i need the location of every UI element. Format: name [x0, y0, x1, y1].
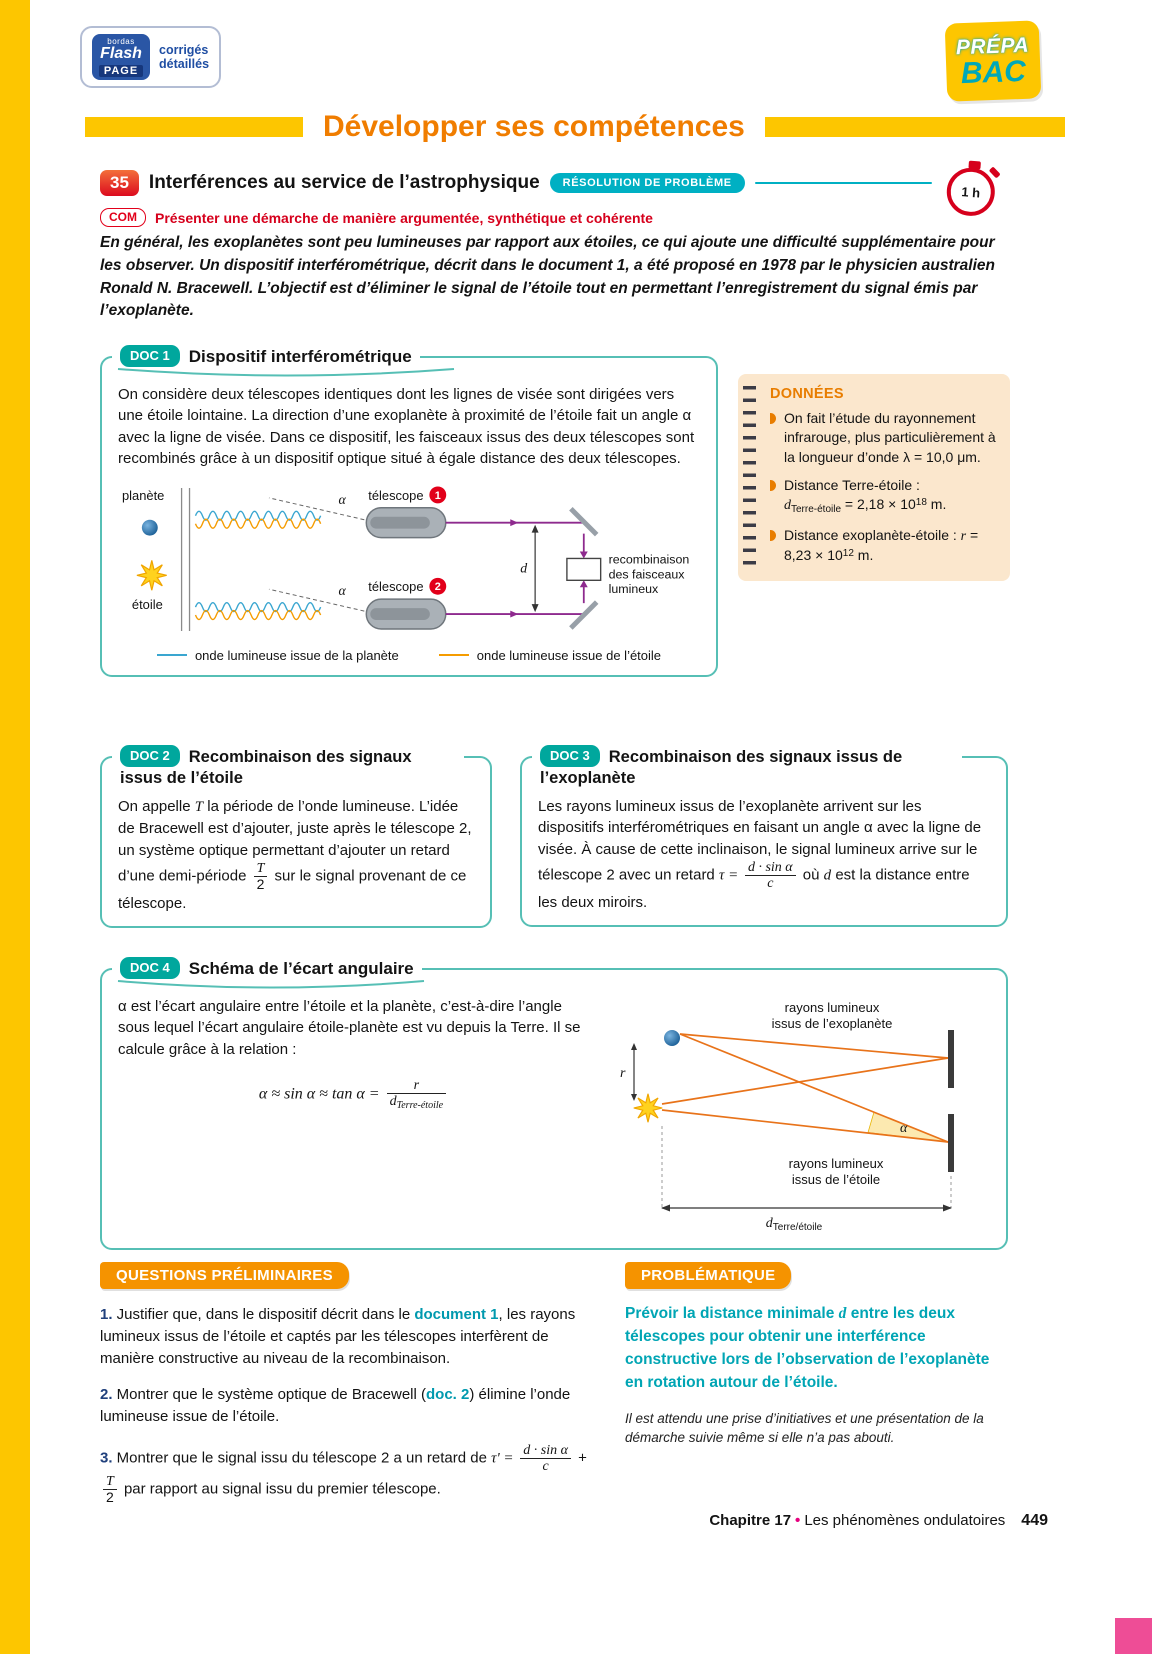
- question-1: 1. Justifier que, dans le dispositif décrit dans le document 1, les rayons lumineux issus de l’étoile et captés par les télescopes interfèrent de manière constructive au niveau de la recombinaison.: [100, 1306, 576, 1367]
- problematique-section: [625, 1262, 1011, 1462]
- doc4-box: [100, 959, 1008, 1250]
- alpha-label-2: α: [338, 583, 346, 599]
- svg-text:recombinaison: recombinaison: [608, 552, 690, 567]
- exercise-header: [100, 170, 932, 196]
- fraction-T-over-2: $\frac{T}{2}$: [103, 1474, 117, 1505]
- interferometer-diagram: [118, 480, 700, 637]
- blue-wave-swatch: [157, 654, 187, 656]
- page-wordmark: PAGE: [99, 65, 143, 77]
- telescope1-tube: [370, 516, 430, 528]
- competence-row: [100, 208, 653, 227]
- svg-text:issus de l’exoplanète: issus de l’exoplanète: [771, 1016, 893, 1031]
- doc1-badge: DOC 1: [120, 345, 180, 367]
- preliminary-questions-section: [100, 1262, 592, 1516]
- corriges-detailles-label: corrigés détaillés: [159, 42, 210, 71]
- doc1-underline: [116, 368, 456, 381]
- exercise-intro: En général, les exoplanètes sont peu lumineuses par rapport aux étoiles, ce qui ajoute une difficulté supplémentaire pour les observer. Un dispositif interférométrique, décrit dans le document 1, a été proposé en 1978 par le physicien australien Ronald N. Bracewell. L’objectif est d’éliminer le signal de l’étoile tout en permettant l’enregistrement du signal émis par l’exoplanète.: [100, 234, 995, 320]
- page-number: 449: [1021, 1512, 1048, 1529]
- svg-text:rayons lumineux: rayons lumineux: [784, 1000, 880, 1015]
- doc4-title: Schéma de l’écart angulaire: [188, 959, 414, 978]
- orange-wave-swatch: [439, 654, 469, 656]
- donnees-box: [738, 374, 1010, 581]
- banner-bar-right: [765, 117, 1065, 137]
- svg-text:2: 2: [434, 580, 441, 593]
- corner-color-tab: [1115, 1618, 1152, 1654]
- star-icon: [634, 1094, 663, 1123]
- alpha-label: α: [900, 1121, 908, 1136]
- stopwatch-dial: [945, 166, 996, 217]
- doc1-header: [112, 345, 420, 368]
- doc3-title: Recombinaison des signaux issus de l’exoplanète: [540, 748, 903, 787]
- doc1-title: Dispositif interférométrique: [188, 347, 412, 366]
- fraction-dsina-over-c: $\frac{\text{d · sin α}}{c}$: [745, 860, 796, 891]
- doc4-content: [118, 996, 990, 1236]
- exercise-title: Interférences au service de l’astrophysique: [148, 172, 540, 193]
- svg-text:des faisceaux: des faisceaux: [608, 567, 685, 582]
- svg-text:issus de l’étoile: issus de l’étoile: [791, 1172, 881, 1187]
- chapter-title: Les phénomènes ondulatoires: [804, 1512, 1006, 1529]
- fraction-T-over-2: $\frac{T}{2}$: [254, 861, 268, 892]
- recombined-beams: [446, 522, 584, 613]
- distance-d-arrow: [532, 524, 539, 611]
- svg-text:1: 1: [434, 489, 441, 502]
- question-3: 3. Montrer que le signal issu du télescope 2 a un retard de τ' = $\frac{\text{d · sin α}}{c}$ + $\frac{T}{2}$ par rapport au signal issu du premier télescope.: [100, 1442, 587, 1506]
- prepa-bac-badge: [945, 20, 1042, 101]
- bordas-wordmark: bordas: [107, 37, 135, 46]
- r-label: r: [620, 1066, 626, 1081]
- problematique-body: Prévoir la distance minimale d entre les deux télescopes pour obtenir une interférence constructive lors de l’observation de l’exoplanète en rotation autour de l’étoile.: [625, 1305, 990, 1391]
- doc4-underline: [116, 980, 426, 993]
- angular-gap-diagram: [604, 996, 984, 1236]
- donnees-item-distance-planet-star: Distance exoplanète-étoile : $r = 8,23 \times 10^{12}$ m.: [770, 526, 998, 566]
- doc1-row: [100, 347, 1010, 677]
- star-rays-label: [789, 1156, 884, 1187]
- doc2-box: [100, 748, 492, 928]
- doc1-link: document 1: [414, 1306, 499, 1323]
- com-badge: COM: [100, 208, 146, 227]
- alpha-label-1: α: [338, 492, 346, 508]
- stopwatch-icon: [942, 158, 1004, 220]
- doc2-header: [112, 745, 464, 789]
- doc3-badge: DOC 3: [540, 745, 600, 767]
- sight-line-1: [269, 498, 364, 520]
- donnees-item-distance-earth-star: Distance Terre-étoile : $d_{Terre-étoile} = 2,18 \times 10^{18}$ m.: [770, 476, 998, 517]
- mirror-top: [571, 509, 597, 535]
- svg-text:rayons lumineux: rayons lumineux: [788, 1156, 884, 1171]
- spiral-binding: [743, 386, 756, 569]
- questions-list: [100, 1304, 592, 1505]
- bac-label: BAC: [960, 54, 1027, 90]
- beam-arrow-up: [580, 580, 588, 587]
- planet-label: planète: [122, 487, 165, 503]
- exoplanet-rays-label: [772, 1000, 893, 1031]
- svg-text:lumineux: lumineux: [608, 581, 659, 596]
- com-description: Présenter une démarche de manière argumentée, synthétique et cohérente: [155, 209, 653, 226]
- doc3-body: Les rayons lumineux issus de l’exoplanète arrivent sur les dispositifs interférométriques en faisant un angle α avec la ligne de visée. À cause de cette inclinaison, le signal lumineux arrive sur le télescope 2 avec un retard τ = $\frac{\text{d · sin α}}{c}$ où d est la distance entre les deux miroirs.: [538, 798, 982, 911]
- bullet-icon: [770, 480, 776, 491]
- section-title: Développer ses compétences: [323, 110, 745, 143]
- problematique-note: Il est attendu une prise d’initiatives et une présentation de la démarche suivie même si elle n’a pas abouti.: [625, 1411, 984, 1446]
- bullet-icon: [770, 530, 776, 541]
- doc4-header: [112, 957, 422, 980]
- doc2-body: On appelle T la période de l’onde lumineuse. L’idée de Bracewell est d’ajouter, juste après le télescope 2, un système optique permettant d’ajouter un retard d’une demi-période $\frac{T}{2}$ sur le signal provenant de ce télescope.: [118, 798, 472, 912]
- beam-arrow-2: [510, 610, 518, 617]
- bullet-icon: [770, 413, 776, 424]
- diagram-legend: [118, 648, 700, 663]
- questions-header: QUESTIONS PRÉLIMINAIRES: [100, 1262, 349, 1289]
- banner-bar-left: [85, 117, 303, 137]
- star-label: étoile: [131, 596, 163, 612]
- doc1-body: On considère deux télescopes identiques dont les lignes de visée sont dirigées vers une étoile lointaine. La direction d’une exoplanète à proximité de l’étoile fait un angle α avec la ligne de visée. Dans ce dispositif, les faisceaux issus des deux télescopes sont recombinés grâce à un dispositif optique situé à égale distance des deux télescopes.: [118, 386, 695, 468]
- distance-d-label: d: [520, 561, 528, 577]
- problematique-header: PROBLÉMATIQUE: [625, 1262, 791, 1289]
- doc4-text-column: [118, 996, 590, 1112]
- exercise-number-badge: 35: [100, 170, 139, 196]
- section-banner: [85, 110, 1065, 144]
- page-edge-strip: [0, 0, 30, 1654]
- telescope-bar-top: [948, 1030, 954, 1088]
- light-waves-bottom: [195, 602, 320, 619]
- doc1-box: [100, 347, 718, 677]
- prepa-label: PRÉPA: [955, 33, 1030, 60]
- doc3-header: [532, 745, 962, 789]
- flashpage-logo: [80, 26, 221, 88]
- chapter-number: Chapitre 17: [709, 1512, 792, 1529]
- mirror-bottom: [571, 602, 597, 628]
- footer-bullet: •: [795, 1512, 801, 1529]
- page-footer: [0, 1512, 1048, 1530]
- telescope2-label: télescope: [368, 578, 424, 594]
- planet-dot: [664, 1030, 680, 1046]
- legend-planet-wave: onde lumineuse issue de la planète: [157, 648, 399, 663]
- legend-star-wave: onde lumineuse issue de l’étoile: [439, 648, 661, 663]
- question-2: 2. Montrer que le système optique de Bracewell (doc. 2) élimine l’onde lumineuse issue de l’étoile.: [100, 1386, 571, 1425]
- d-terre-etoile-label: $d_{Terre/étoile}$: [765, 1216, 823, 1233]
- telescope1-label: télescope: [368, 487, 424, 503]
- doc4-body: α est l’écart angulaire entre l’étoile et la planète, c’est-à-dire l’angle sous lequel l’écart angulaire étoile-planète est vu depuis la Terre. Il se calcule grâce à la relation :: [118, 998, 581, 1058]
- flash-wordmark: Flash: [100, 45, 142, 62]
- method-badge: RÉSOLUTION DE PROBLÈME: [550, 173, 745, 193]
- doc2-badge: DOC 2: [120, 745, 180, 767]
- stopwatch-button: [989, 166, 1001, 178]
- doc4-badge: DOC 4: [120, 957, 180, 979]
- beam-arrow-down: [580, 551, 588, 558]
- duration-label: 1 h: [960, 183, 981, 200]
- donnees-title: DONNÉES: [770, 386, 844, 402]
- planet-dot: [142, 519, 158, 535]
- fraction-r-over-d: $\frac{r}{d_{Terre-étoile}}$: [387, 1078, 446, 1112]
- telescope2-tube: [370, 608, 430, 620]
- fraction-dsina-over-c: $\frac{\text{d · sin α}}{c}$: [520, 1443, 571, 1474]
- sight-line-2: [269, 589, 364, 611]
- flashpage-logo-mark: [92, 34, 150, 80]
- star-icon: [137, 560, 167, 590]
- header-rule: [755, 182, 932, 185]
- beam-arrow-1: [510, 519, 518, 526]
- light-waves-top: [195, 511, 320, 528]
- angular-gap-formula: α ≈ sin α ≈ tan α = $\frac{r}{d_{Terre-étoile}}$: [118, 1078, 590, 1112]
- doc2-doc3-row: [100, 748, 1008, 928]
- recombination-label: [609, 552, 690, 596]
- recombination-box: [567, 558, 601, 580]
- doc3-box: [520, 748, 1008, 927]
- telescope-bar-bottom: [948, 1114, 954, 1172]
- r-distance-arrow: [631, 1043, 637, 1101]
- doc2-title: Recombinaison des signaux issus de l’étoile: [120, 748, 412, 787]
- doc2-link: doc. 2: [426, 1386, 470, 1404]
- donnees-item-wavelength: On fait l’étude du rayonnement infrarouge, plus particulièrement à la longueur d’onde λ = 10,0 μm.: [770, 409, 998, 467]
